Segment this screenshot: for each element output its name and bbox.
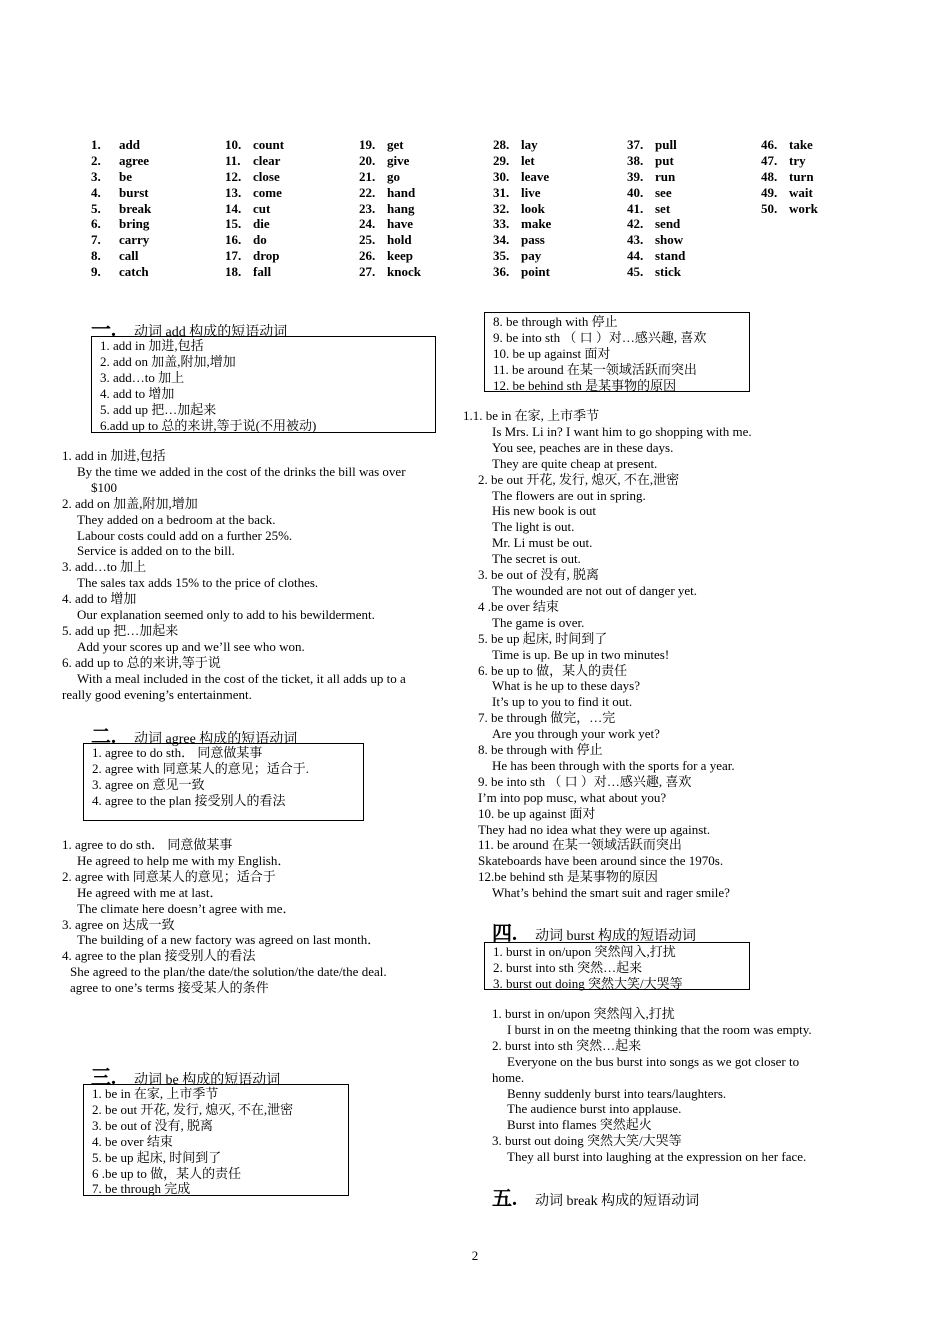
detail-line: 6. add up to 总的来讲,等于说 [62, 654, 221, 670]
word-list-number: 29. [493, 152, 510, 168]
word-list-number: 6. [91, 216, 101, 232]
detail-line: 6. be up to 做，某人的责任 [478, 662, 628, 678]
word-list-item [627, 216, 685, 232]
word-list-number: 31. [493, 184, 510, 200]
detail-line: Is Mrs. Li in? I want him to go shopping with me. [492, 423, 752, 439]
detail-line: You see, peaches are in these days. [492, 439, 674, 455]
detail-line: 4 .be over 结束 [478, 598, 559, 614]
word-list-item [627, 232, 685, 248]
section-3-detail [463, 408, 752, 901]
section-2-detail [62, 837, 387, 996]
section-5-title: 动词 break 构成的短语动词 [535, 1194, 700, 1209]
detail-line: 2. add on 加盖,附加,增加 [62, 495, 198, 511]
word-list-number: 32. [493, 200, 510, 216]
section-1-summary-box [91, 336, 436, 433]
summary-line: 5. be up 起床, 时间到了 [92, 1149, 222, 1165]
summary-line: 2. burst into sth 突然…起来 [493, 959, 643, 975]
word-list-number: 38. [627, 152, 644, 168]
word-list-item [359, 248, 421, 264]
word-list-verb: give [387, 152, 410, 168]
word-list-item [761, 153, 818, 169]
word-list-verb: carry [119, 232, 150, 248]
summary-line: 6.add up to 总的来讲,等于说(不用被动) [100, 417, 317, 433]
word-list-verb: hand [387, 184, 416, 200]
word-list-item [493, 185, 551, 201]
detail-line: He agreed to help me with my English． [77, 852, 291, 868]
word-list-item [359, 232, 421, 248]
word-list-item [225, 264, 284, 280]
detail-line: 2. burst into sth 突然…起来 [492, 1037, 642, 1053]
summary-line: 6 .be up to 做，某人的责任 [92, 1165, 242, 1181]
word-list-verb: hang [387, 200, 415, 216]
word-list-item [225, 248, 284, 264]
word-list-item [627, 248, 685, 264]
summary-line: 1. burst in on/upon 突然闯入,打扰 [493, 944, 676, 959]
word-list-number: 37. [627, 137, 644, 152]
word-list-number: 46. [761, 137, 778, 152]
word-list-number: 16. [225, 232, 242, 248]
section-4-number: 四. [492, 923, 517, 945]
summary-line: 5. add up 把…加起来 [100, 401, 217, 417]
word-list-verb: drop [253, 248, 280, 264]
word-list-number: 23. [359, 200, 376, 216]
detail-line: 11. be around 在某一领域活跃而突出 [478, 837, 682, 853]
section-3-title: 动词 be 构成的短语动词 [134, 1073, 281, 1088]
word-list-item [627, 264, 685, 280]
word-list-number: 33. [493, 216, 510, 232]
word-list-item [359, 264, 421, 280]
detail-line: 1. burst in on/upon 突然闯入,打扰 [492, 1006, 675, 1021]
summary-line: 7. be through 完成 [92, 1181, 191, 1197]
word-list-item [225, 185, 284, 201]
word-list-number: 50. [761, 200, 778, 216]
word-list-number: 49. [761, 184, 778, 200]
word-list-verb: put [655, 152, 674, 168]
word-list-item [225, 232, 284, 248]
word-list-number: 41. [627, 200, 644, 216]
word-list-verb: work [789, 200, 818, 216]
word-list-number: 22. [359, 184, 376, 200]
word-list-col-4 [493, 137, 551, 280]
detail-line: I’m into pop musc, what about you? [478, 789, 667, 805]
detail-line: It’s up to you to find it out. [492, 694, 633, 710]
word-list-item [225, 137, 284, 153]
word-list-number: 17. [225, 248, 242, 264]
word-list-item [91, 248, 151, 264]
summary-line: 3. agree on 意见一致 [92, 776, 205, 792]
word-list-item [761, 169, 818, 185]
word-list-number: 20. [359, 152, 376, 168]
detail-line: What is he up to these days? [492, 678, 641, 694]
word-list-number: 19. [359, 137, 376, 152]
word-list-item [493, 232, 551, 248]
detail-line: With a meal included in the cost of the ticket, it all adds up to a [77, 670, 406, 686]
word-list-number: 14. [225, 200, 242, 216]
section-1-title: 动词 add 构成的短语动词 [134, 325, 288, 340]
word-list-number: 13. [225, 184, 242, 200]
detail-line: She agreed to the plan/the date/the solution/the date/the deal. [70, 964, 387, 980]
word-list-verb: fall [253, 264, 272, 280]
detail-line: His new book is out [492, 503, 596, 519]
summary-line: 3. be out of 没有, 脱离 [92, 1117, 213, 1133]
detail-line: home. [492, 1069, 525, 1085]
detail-line: The climate here doesn’t agree with me． [77, 900, 296, 916]
word-list-verb: burst [119, 184, 149, 200]
word-list-number: 4. [91, 184, 101, 200]
detail-line: 9. be into sth （ 口 ）对…感兴趣, 喜欢 [478, 773, 692, 789]
section-2-summary-box [83, 743, 364, 821]
detail-line: The game is over. [492, 614, 585, 630]
word-list-number: 34. [493, 232, 510, 248]
section-2-title: 动词 agree 构成的短语动词 [134, 732, 298, 747]
word-list-verb: wait [789, 184, 813, 200]
word-list-verb: pull [655, 137, 677, 152]
word-list-item [91, 185, 151, 201]
word-list-verb: be [119, 168, 132, 184]
word-list-item [359, 201, 421, 217]
word-list-item [91, 169, 151, 185]
word-list-verb: come [253, 184, 282, 200]
word-list-number: 39. [627, 168, 644, 184]
word-list-verb: lay [521, 137, 538, 152]
word-list-number: 11. [225, 152, 241, 168]
detail-line: The secret is out. [492, 551, 581, 567]
detail-line: They had no idea what they were up against. [478, 821, 711, 837]
word-list-verb: get [387, 137, 404, 152]
word-list-verb: stick [655, 264, 681, 280]
word-list-verb: show [655, 232, 684, 248]
detail-line: 2. agree with 同意某人的意见；适合于 [62, 868, 276, 884]
word-list-verb: knock [387, 264, 421, 280]
detail-line: Mr. Li must be out. [492, 535, 593, 551]
word-list-number: 42. [627, 216, 644, 232]
word-list-item [493, 153, 551, 169]
word-list-verb: leave [521, 168, 550, 184]
word-list-number: 27. [359, 264, 376, 280]
word-list-number: 15. [225, 216, 242, 232]
word-list-item [225, 153, 284, 169]
word-list-number: 3. [91, 168, 101, 184]
word-list-number: 1. [91, 137, 101, 152]
section-3-number: 三. [91, 1067, 116, 1089]
word-list-item [493, 248, 551, 264]
word-list-item [493, 169, 551, 185]
section-1-detail [62, 448, 406, 703]
word-list-number: 8. [91, 248, 101, 264]
detail-line: 4. add to 增加 [62, 591, 137, 607]
word-list-verb: pass [521, 232, 545, 248]
word-list-verb: count [253, 137, 285, 152]
word-list-number: 9. [91, 264, 101, 280]
section-3-summary-box [83, 1084, 349, 1196]
section-4-title: 动词 burst 构成的短语动词 [535, 929, 696, 944]
detail-line: 8. be through with 停止 [478, 742, 603, 758]
detail-line: Everyone on the bus burst into songs as we got closer to [507, 1053, 800, 1069]
word-list-number: 40. [627, 184, 644, 200]
word-list-verb: point [521, 264, 550, 280]
word-list-item [91, 137, 151, 153]
section-3-summary-box-continued [484, 312, 750, 392]
word-list-number: 10. [225, 137, 242, 152]
word-list-col-2 [225, 137, 284, 280]
word-list-number: 7. [91, 232, 101, 248]
word-list-item [493, 201, 551, 217]
detail-line: The wounded are not out of danger yet. [492, 582, 698, 598]
detail-line: Our explanation seemed only to add to his bewilderment. [77, 607, 375, 623]
summary-line: 2. be out 开花, 发行, 熄灭, 不在,泄密 [92, 1101, 294, 1117]
word-list-item [761, 201, 818, 217]
section-4-detail [492, 1006, 812, 1165]
word-list-verb: break [119, 200, 152, 216]
detail-line: He has been through with the sports for a year. [492, 757, 735, 773]
word-list-item [225, 169, 284, 185]
word-list-verb: bring [119, 216, 150, 232]
word-list-verb: turn [789, 168, 814, 184]
word-list-verb: agree [119, 152, 150, 168]
detail-line: Burst into flames 突然起火 [507, 1117, 652, 1133]
detail-line: 3. agree on 达成一致 [62, 916, 175, 932]
word-list-number: 2. [91, 152, 101, 168]
detail-line: The light is out. [492, 519, 575, 535]
word-list-item [91, 201, 151, 217]
summary-line: 1. be in 在家, 上市季节 [92, 1086, 219, 1101]
word-list-item [627, 169, 685, 185]
word-list-verb: look [521, 200, 545, 216]
detail-line: I burst in on the meetng thinking that the room was empty. [507, 1021, 812, 1037]
summary-line: 8. be through with 停止 [493, 314, 618, 329]
word-list-item [91, 153, 151, 169]
word-list-verb: have [387, 216, 413, 232]
word-list-verb: go [387, 168, 400, 184]
word-list-number: 21. [359, 168, 376, 184]
detail-line: 10. be up against 面对 [478, 805, 596, 821]
word-list-verb: make [521, 216, 552, 232]
detail-line: 5. be up 起床, 时间到了 [478, 630, 608, 646]
word-list-verb: stand [655, 248, 686, 264]
word-list-verb: add [119, 137, 140, 152]
detail-line: Labour costs could add on a further 25%. [77, 527, 293, 543]
detail-line: The sales tax adds 15% to the price of clothes. [77, 575, 319, 591]
word-list-verb: let [521, 152, 535, 168]
word-list-verb: run [655, 168, 676, 184]
summary-line: 12. be behind sth 是某事物的原因 [493, 377, 677, 393]
summary-line: 10. be up against 面对 [493, 345, 611, 361]
section-2-number: 二. [91, 726, 116, 748]
word-list-item [359, 185, 421, 201]
word-list-verb: keep [387, 248, 413, 264]
word-list-item [627, 153, 685, 169]
word-list-item [225, 201, 284, 217]
word-list-item [493, 264, 551, 280]
word-list-verb: catch [119, 264, 149, 280]
word-list-verb: set [655, 200, 671, 216]
section-5-heading [492, 1182, 699, 1211]
detail-line: 5. add up 把…加起来 [62, 622, 179, 638]
summary-line: 4. be over 结束 [92, 1133, 173, 1149]
word-list-verb: pay [521, 248, 542, 264]
word-list-item [627, 185, 685, 201]
summary-line: 11. be around 在某一领域活跃而突出 [493, 361, 697, 377]
summary-line: 1. add in 加进,包括 [100, 338, 204, 353]
detail-line: They are quite cheap at present. [492, 455, 658, 471]
word-list-number: 24. [359, 216, 376, 232]
word-list-item [493, 216, 551, 232]
detail-line: 7. be through 做完，…完 [478, 710, 616, 726]
summary-line: 4. add to 增加 [100, 385, 175, 401]
detail-line: 1. agree to do sth． 同意做某事 [62, 837, 233, 852]
word-list-verb: die [253, 216, 270, 232]
detail-line: 3. add…to 加上 [62, 559, 147, 575]
summary-line: 3. burst out doing 突然大笑/大哭等 [493, 975, 683, 991]
summary-line: 2. agree with 同意某人的意见；适合于. [92, 760, 310, 776]
word-list-verb: see [655, 184, 672, 200]
word-list-verb: call [119, 248, 139, 264]
detail-line: They all burst into laughing at the expression on her face. [507, 1149, 807, 1165]
summary-line: 4. agree to the plan 接受别人的看法 [92, 792, 286, 808]
word-list-col-6 [761, 137, 818, 216]
section-4-summary-box [484, 942, 750, 990]
word-list-verb: do [253, 232, 267, 248]
word-list-item [359, 153, 421, 169]
detail-line: 3. be out of 没有, 脱离 [478, 567, 599, 583]
detail-line: 1.1. be in 在家, 上市季节 [463, 408, 600, 423]
word-list-number: 45. [627, 264, 644, 280]
word-list-item [359, 169, 421, 185]
page-number: 2 [471, 1248, 479, 1263]
detail-line: 4. agree to the plan 接受别人的看法 [62, 948, 256, 964]
word-list-number: 25. [359, 232, 376, 248]
word-list-col-1 [91, 137, 151, 280]
word-list-item [627, 137, 685, 153]
word-list-number: 18. [225, 264, 242, 280]
word-list-item [761, 185, 818, 201]
word-list-item [627, 201, 685, 217]
detail-line: Benny suddenly burst into tears/laughters. [507, 1085, 727, 1101]
detail-line: really good evening’s entertainment. [62, 686, 252, 702]
detail-line: Time is up. Be up in two minutes! [492, 646, 670, 662]
detail-line: 12.be behind sth 是某事物的原因 [478, 869, 658, 885]
word-list-number: 47. [761, 152, 778, 168]
detail-line: Skateboards have been around since the 1970s. [478, 853, 724, 869]
word-list-item [761, 137, 818, 153]
word-list-verb: cut [253, 200, 271, 216]
detail-line: He agreed with me at last． [77, 884, 223, 900]
detail-line: The building of a new factory was agreed on last month． [77, 932, 381, 948]
section-5-number: 五. [492, 1188, 517, 1210]
word-list-number: 12. [225, 168, 242, 184]
word-list-number: 43. [627, 232, 644, 248]
word-list-number: 36. [493, 264, 510, 280]
detail-line: The flowers are out in spring. [492, 487, 646, 503]
section-1-number: 一. [91, 319, 116, 341]
detail-line: Add your scores up and we’ll see who won. [77, 638, 305, 654]
summary-line: 2. add on 加盖,附加,增加 [100, 353, 236, 369]
detail-line: $100 [91, 479, 117, 495]
word-list-item [359, 216, 421, 232]
word-list-item [225, 216, 284, 232]
word-list-item [493, 137, 551, 153]
word-list-verb: try [789, 152, 806, 168]
detail-line: Are you through your work yet? [492, 726, 660, 742]
word-list-verb: clear [253, 152, 281, 168]
word-list-item [91, 232, 151, 248]
word-list-verb: close [253, 168, 280, 184]
summary-line: 3. add…to 加上 [100, 369, 185, 385]
word-list-item [91, 216, 151, 232]
word-list-item [359, 137, 421, 153]
detail-line: 2. be out 开花, 发行, 熄灭, 不在,泄密 [478, 471, 680, 487]
summary-line: 1. agree to do sth． 同意做某事 [92, 745, 263, 760]
word-list-verb: send [655, 216, 681, 232]
detail-line: They added on a bedroom at the back. [77, 511, 276, 527]
word-list-verb: live [521, 184, 541, 200]
detail-line: By the time we added in the cost of the drinks the bill was over [77, 463, 406, 479]
word-list-item [91, 264, 151, 280]
word-list-col-5 [627, 137, 685, 280]
summary-line: 9. be into sth （ 口 ）对…感兴趣, 喜欢 [493, 329, 707, 345]
detail-line: agree to one’s terms 接受某人的条件 [70, 980, 269, 996]
word-list-number: 35. [493, 248, 510, 264]
word-list-number: 28. [493, 137, 510, 152]
detail-line: Service is added on to the bill. [77, 543, 235, 559]
detail-line: 1. add in 加进,包括 [62, 448, 166, 463]
word-list-verb: hold [387, 232, 412, 248]
word-list-number: 30. [493, 168, 510, 184]
word-list-number: 26. [359, 248, 376, 264]
detail-line: What’s behind the smart suit and rager smile? [492, 885, 730, 901]
word-list-number: 44. [627, 248, 644, 264]
word-list-number: 5. [91, 200, 101, 216]
detail-line: 3. burst out doing 突然大笑/大哭等 [492, 1133, 682, 1149]
word-list-number: 48. [761, 168, 778, 184]
word-list-verb: take [789, 137, 813, 152]
detail-line: The audience burst into applause. [507, 1101, 682, 1117]
word-list-col-3 [359, 137, 421, 280]
